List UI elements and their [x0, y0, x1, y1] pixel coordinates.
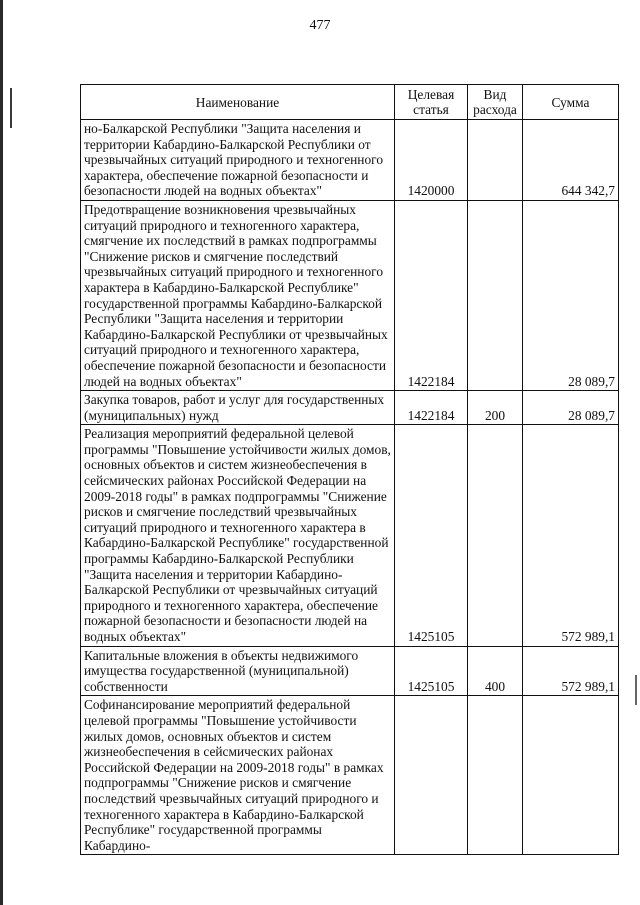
scan-edge-mark	[10, 88, 12, 128]
budget-table	[80, 84, 619, 855]
table-row	[81, 120, 619, 201]
header-name: Наименование	[81, 85, 395, 120]
table-row	[81, 425, 619, 646]
row-name: Реализация мероприятий федеральной целевой программы "Повышение устойчивости жилых домов, основных объектов и систем жизнеобеспечения в сейсмических районах Российской Федерации на 2009-2018 годы" в рамках подпрограммы "Снижение рисков и смягчение последствий чрезвычайных ситуаций природного и техногенного характера в Кабардино-Балкарской Республике" государственной программы Кабардино-Балкарской Республики "Защита населения и территории Кабардино-Балкарской Республики от чрезвычайных ситуаций природного и техногенного характера, обеспечение пожарной безопасности и безопасности людей на водных объектах"	[81, 425, 395, 646]
header-type-line1: Вид	[483, 87, 507, 102]
header-type-line2: расхода	[473, 102, 517, 117]
scan-right-mark	[635, 675, 637, 705]
table-row	[81, 696, 619, 855]
row-sum	[523, 696, 619, 855]
row-code: 1422184	[395, 391, 468, 425]
row-name: Закупка товаров, работ и услуг для государственных (муниципальных) нужд	[81, 391, 395, 425]
table-row	[81, 200, 619, 390]
table-header-row	[81, 85, 619, 120]
header-expense-type	[468, 85, 523, 120]
header-code-line1: Целевая	[407, 87, 455, 102]
row-code: 1422184	[395, 200, 468, 390]
row-sum: 644 342,7	[523, 120, 619, 201]
row-name: Капитальные вложения в объекты недвижимого имущества государственной (муниципальной) собственности	[81, 646, 395, 696]
table-row	[81, 646, 619, 696]
row-sum: 28 089,7	[523, 200, 619, 390]
row-name: Софинансирование мероприятий федеральной целевой программы "Повышение устойчивости жилых домов, основных объектов и систем жизнеобеспечения в сейсмических районах Российской Федерации на 2009-2018 годы" в рамках подпрограммы "Снижение рисков и смягчение последствий чрезвычайных ситуаций природного и техногенного характера в Кабардино-Балкарской Республике" государственной программы Кабардино-	[81, 696, 395, 855]
row-code: 1420000	[395, 120, 468, 201]
row-sum: 572 989,1	[523, 646, 619, 696]
row-sum: 28 089,7	[523, 391, 619, 425]
row-type	[468, 425, 523, 646]
row-type	[468, 696, 523, 855]
table-row	[81, 391, 619, 425]
header-code-line2: статья	[413, 102, 449, 117]
row-type: 400	[468, 646, 523, 696]
row-sum: 572 989,1	[523, 425, 619, 646]
row-type: 200	[468, 391, 523, 425]
page-number: 477	[309, 18, 331, 33]
row-name: Предотвращение возникновения чрезвычайных ситуаций природного и техногенного характера, смягчение их последствий в рамках подпрограммы "Снижение рисков и смягчение последствий чрезвычайных ситуаций природного и техногенного характера в Кабардино-Балкарской Республике" государственной программы Кабардино-Балкарской Республики "Защита населения и территории Кабардино-Балкарской Республики от чрезвычайных ситуаций природного и техногенного характера, обеспечение пожарной безопасности и безопасности людей на водных объектах"	[81, 200, 395, 390]
row-code	[395, 696, 468, 855]
row-type	[468, 120, 523, 201]
row-type	[468, 200, 523, 390]
row-name: но-Балкарской Республики "Защита населения и территории Кабардино-Балкарской Республики от чрезвычайных ситуаций природного и техногенного характера, обеспечение пожарной безопасности и безопасности людей на водных объектах"	[81, 120, 395, 201]
row-code: 1425105	[395, 646, 468, 696]
row-code: 1425105	[395, 425, 468, 646]
scan-edge	[0, 0, 3, 905]
header-sum: Сумма	[523, 85, 619, 120]
header-target-article	[395, 85, 468, 120]
